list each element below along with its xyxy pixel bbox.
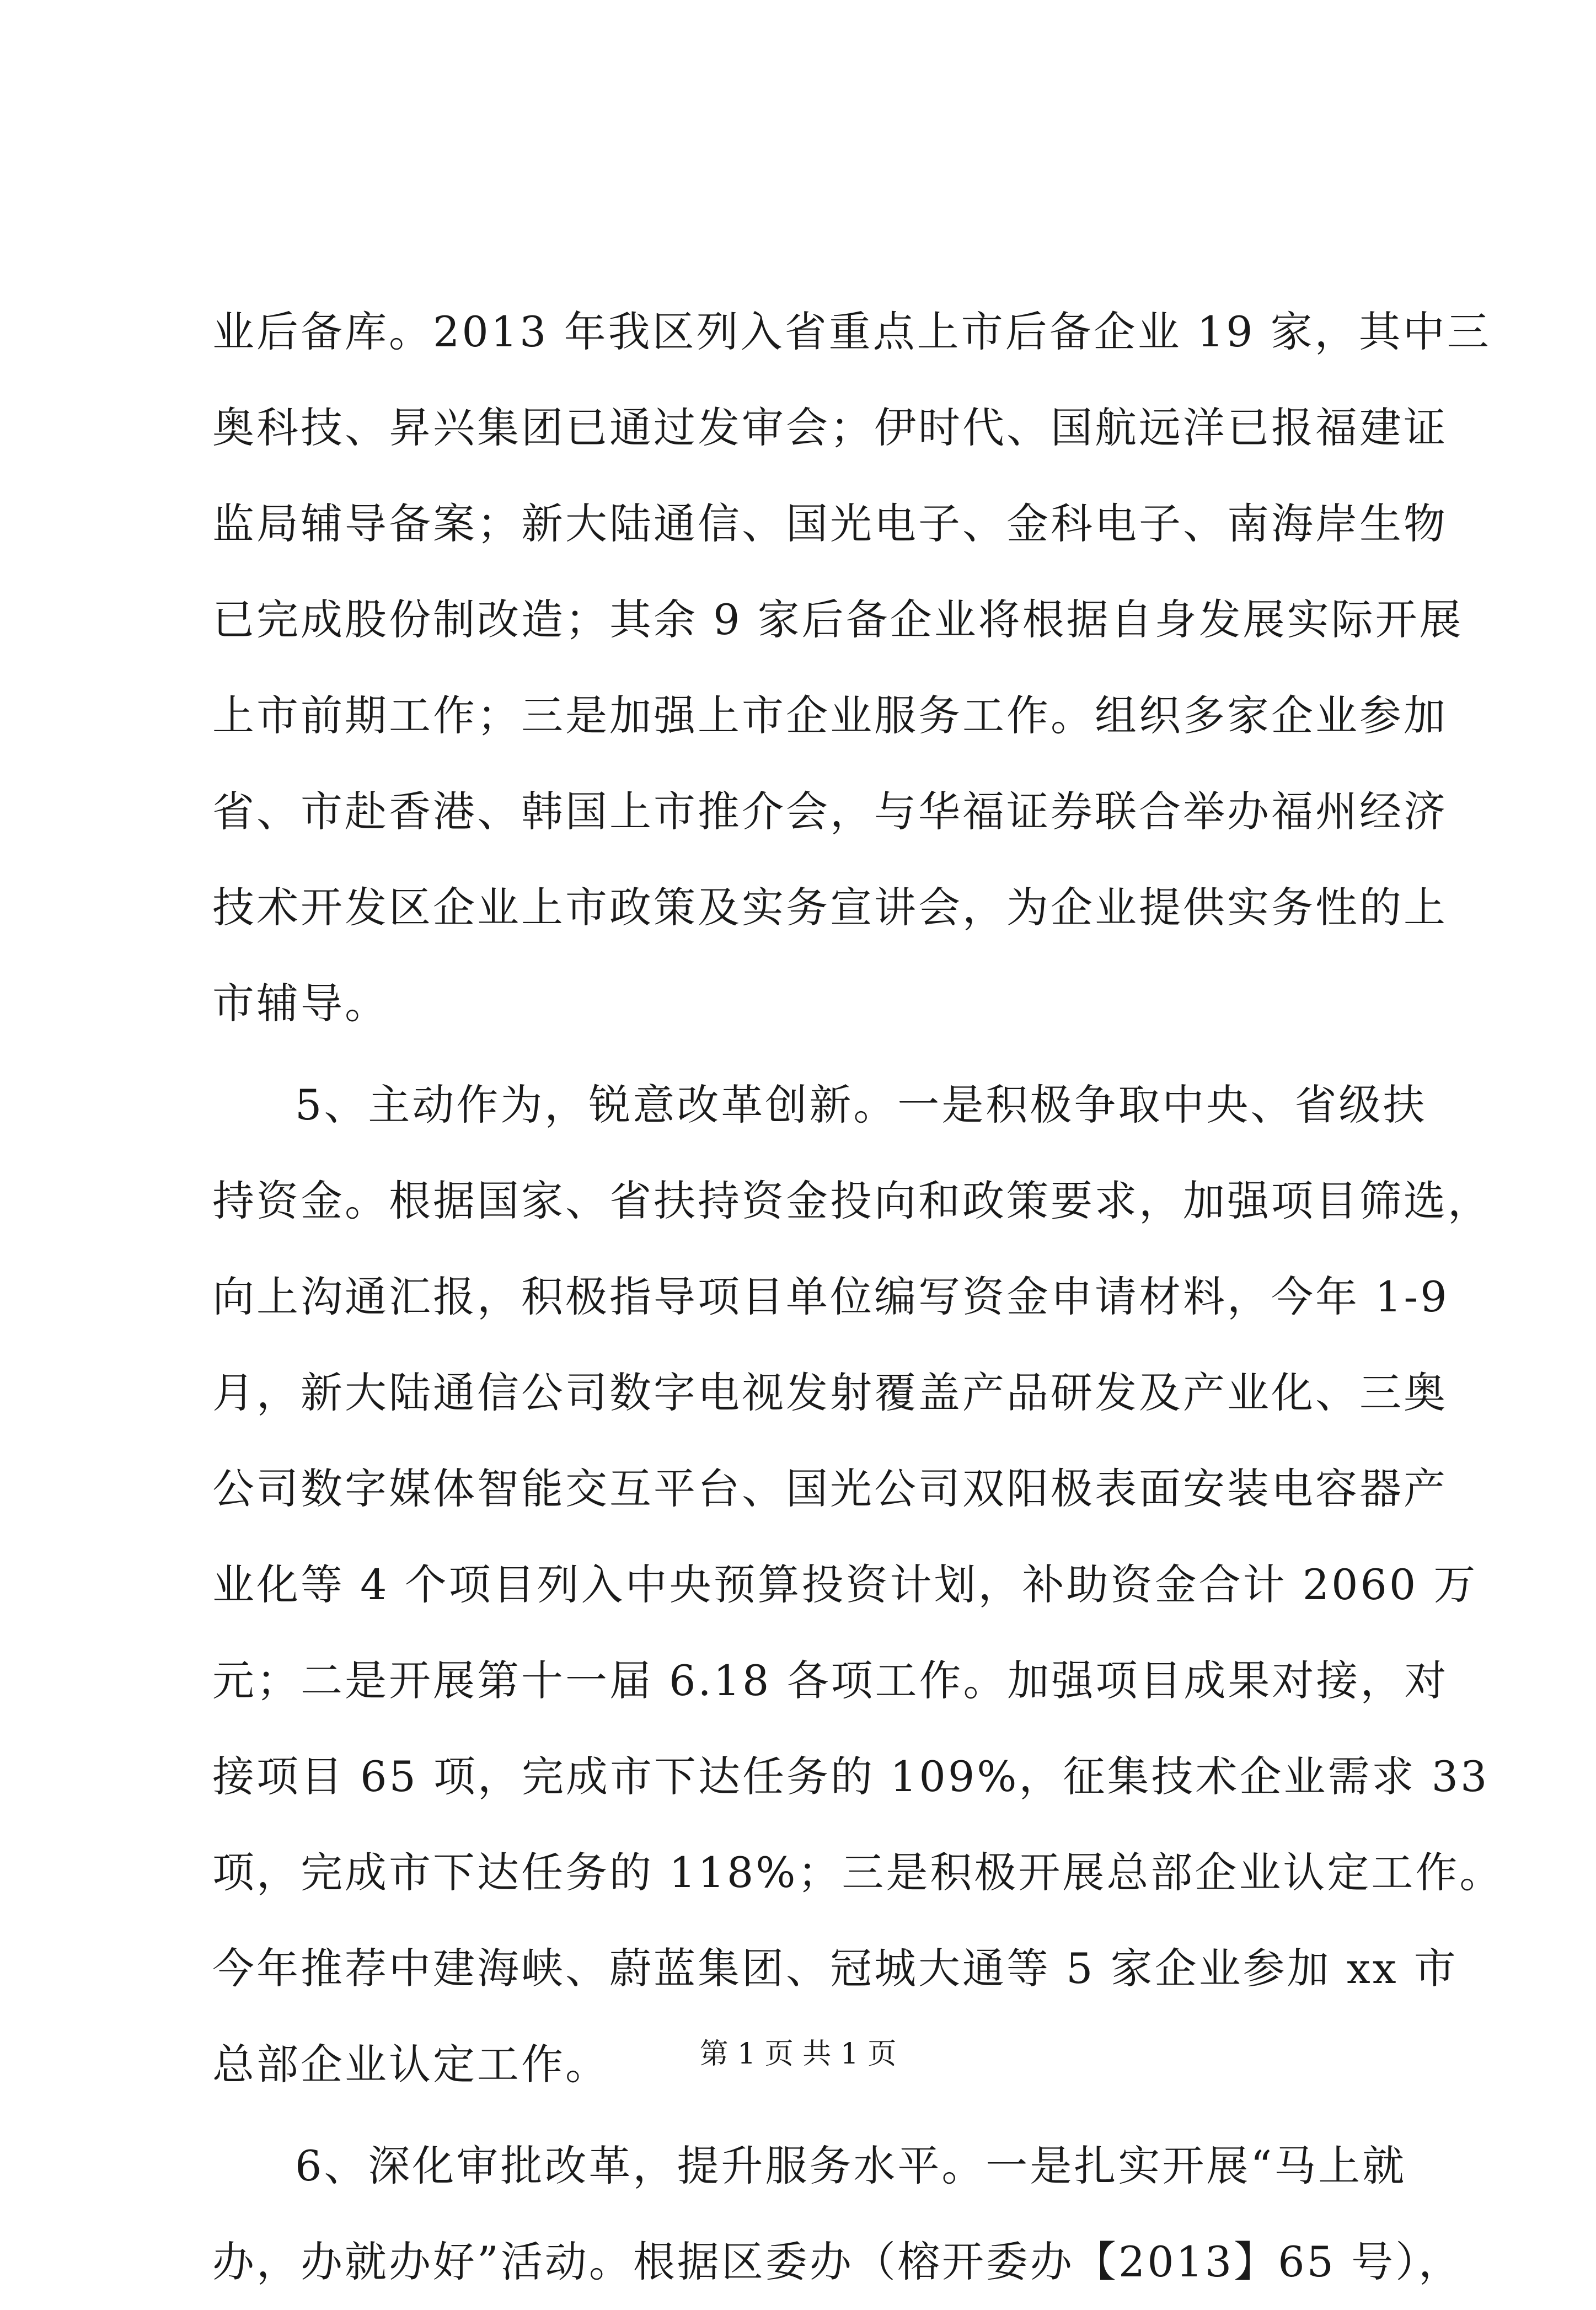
text-line: 技术开发区企业上市政策及实务宣讲会，为企业提供实务性的上 xyxy=(212,883,1448,932)
text-line: 今年推荐中建海峡、蔚蓝集团、冠城大通等 5 家企业参加 xx 市 xyxy=(212,1944,1458,1993)
text-line: 业后备库。2013 年我区列入省重点上市后备企业 19 家，其中三 xyxy=(212,307,1491,356)
document-body xyxy=(212,284,1504,2310)
page-footer xyxy=(0,2035,1596,2073)
text-line: 总部企业认定工作。 xyxy=(212,2040,609,2089)
text-line: 省、市赴香港、韩国上市推介会，与华福证券联合举办福州经济 xyxy=(212,787,1448,836)
text-line: 上市前期工作；三是加强上市企业服务工作。组织多家企业参加 xyxy=(212,691,1448,740)
text-line: 项，完成市下达任务的 118%；三是积极开展总部企业认定工作。 xyxy=(212,1848,1504,1897)
text-line: 元；二是开展第十一届 6.18 各项工作。加强项目成果对接，对 xyxy=(212,1656,1449,1705)
page-number-label: 第 1 页 共 1 页 xyxy=(699,2038,897,2071)
text-line: 监局辅导备案；新大陆通信、国光电子、金科电子、南海岸生物 xyxy=(212,499,1448,548)
text-line: 业化等 4 个项目列入中央预算投资计划，补助资金合计 2060 万 xyxy=(212,1560,1478,1609)
text-line: 6、深化审批改革，提升服务水平。一是扎实开展“马上就 xyxy=(295,2141,1407,2190)
text-line: 向上沟通汇报，积极指导项目单位编写资金申请材料，今年 1-9 xyxy=(212,1272,1449,1321)
paragraph-gap xyxy=(212,1052,1387,1057)
text-line: 办，办就办好”活动。根据区委办（榕开委办【2013】65 号）， xyxy=(212,2237,1463,2286)
text-line: 市辅导。 xyxy=(212,979,389,1028)
text-line: 奥科技、昇兴集团已通过发审会；伊时代、国航远洋已报福建证 xyxy=(212,403,1448,452)
text-line: 5、主动作为，锐意改革创新。一是积极争取中央、省级扶 xyxy=(295,1080,1427,1129)
text-line: 已完成股份制改造；其余 9 家后备企业将根据自身发展实际开展 xyxy=(212,595,1464,644)
paragraph-gap xyxy=(212,2113,1387,2118)
text-line: 持资金。根据国家、省扶持资金投向和政策要求，加强项目筛选， xyxy=(212,1176,1492,1225)
text-line: 接项目 65 项，完成市下达任务的 109%，征集技术企业需求 33 xyxy=(212,1752,1490,1801)
text-line: 月，新大陆通信公司数字电视发射覆盖产品研发及产业化、三奥 xyxy=(212,1368,1448,1417)
text-line: 公司数字媒体智能交互平台、国光公司双阳极表面安装电容器产 xyxy=(212,1464,1448,1513)
